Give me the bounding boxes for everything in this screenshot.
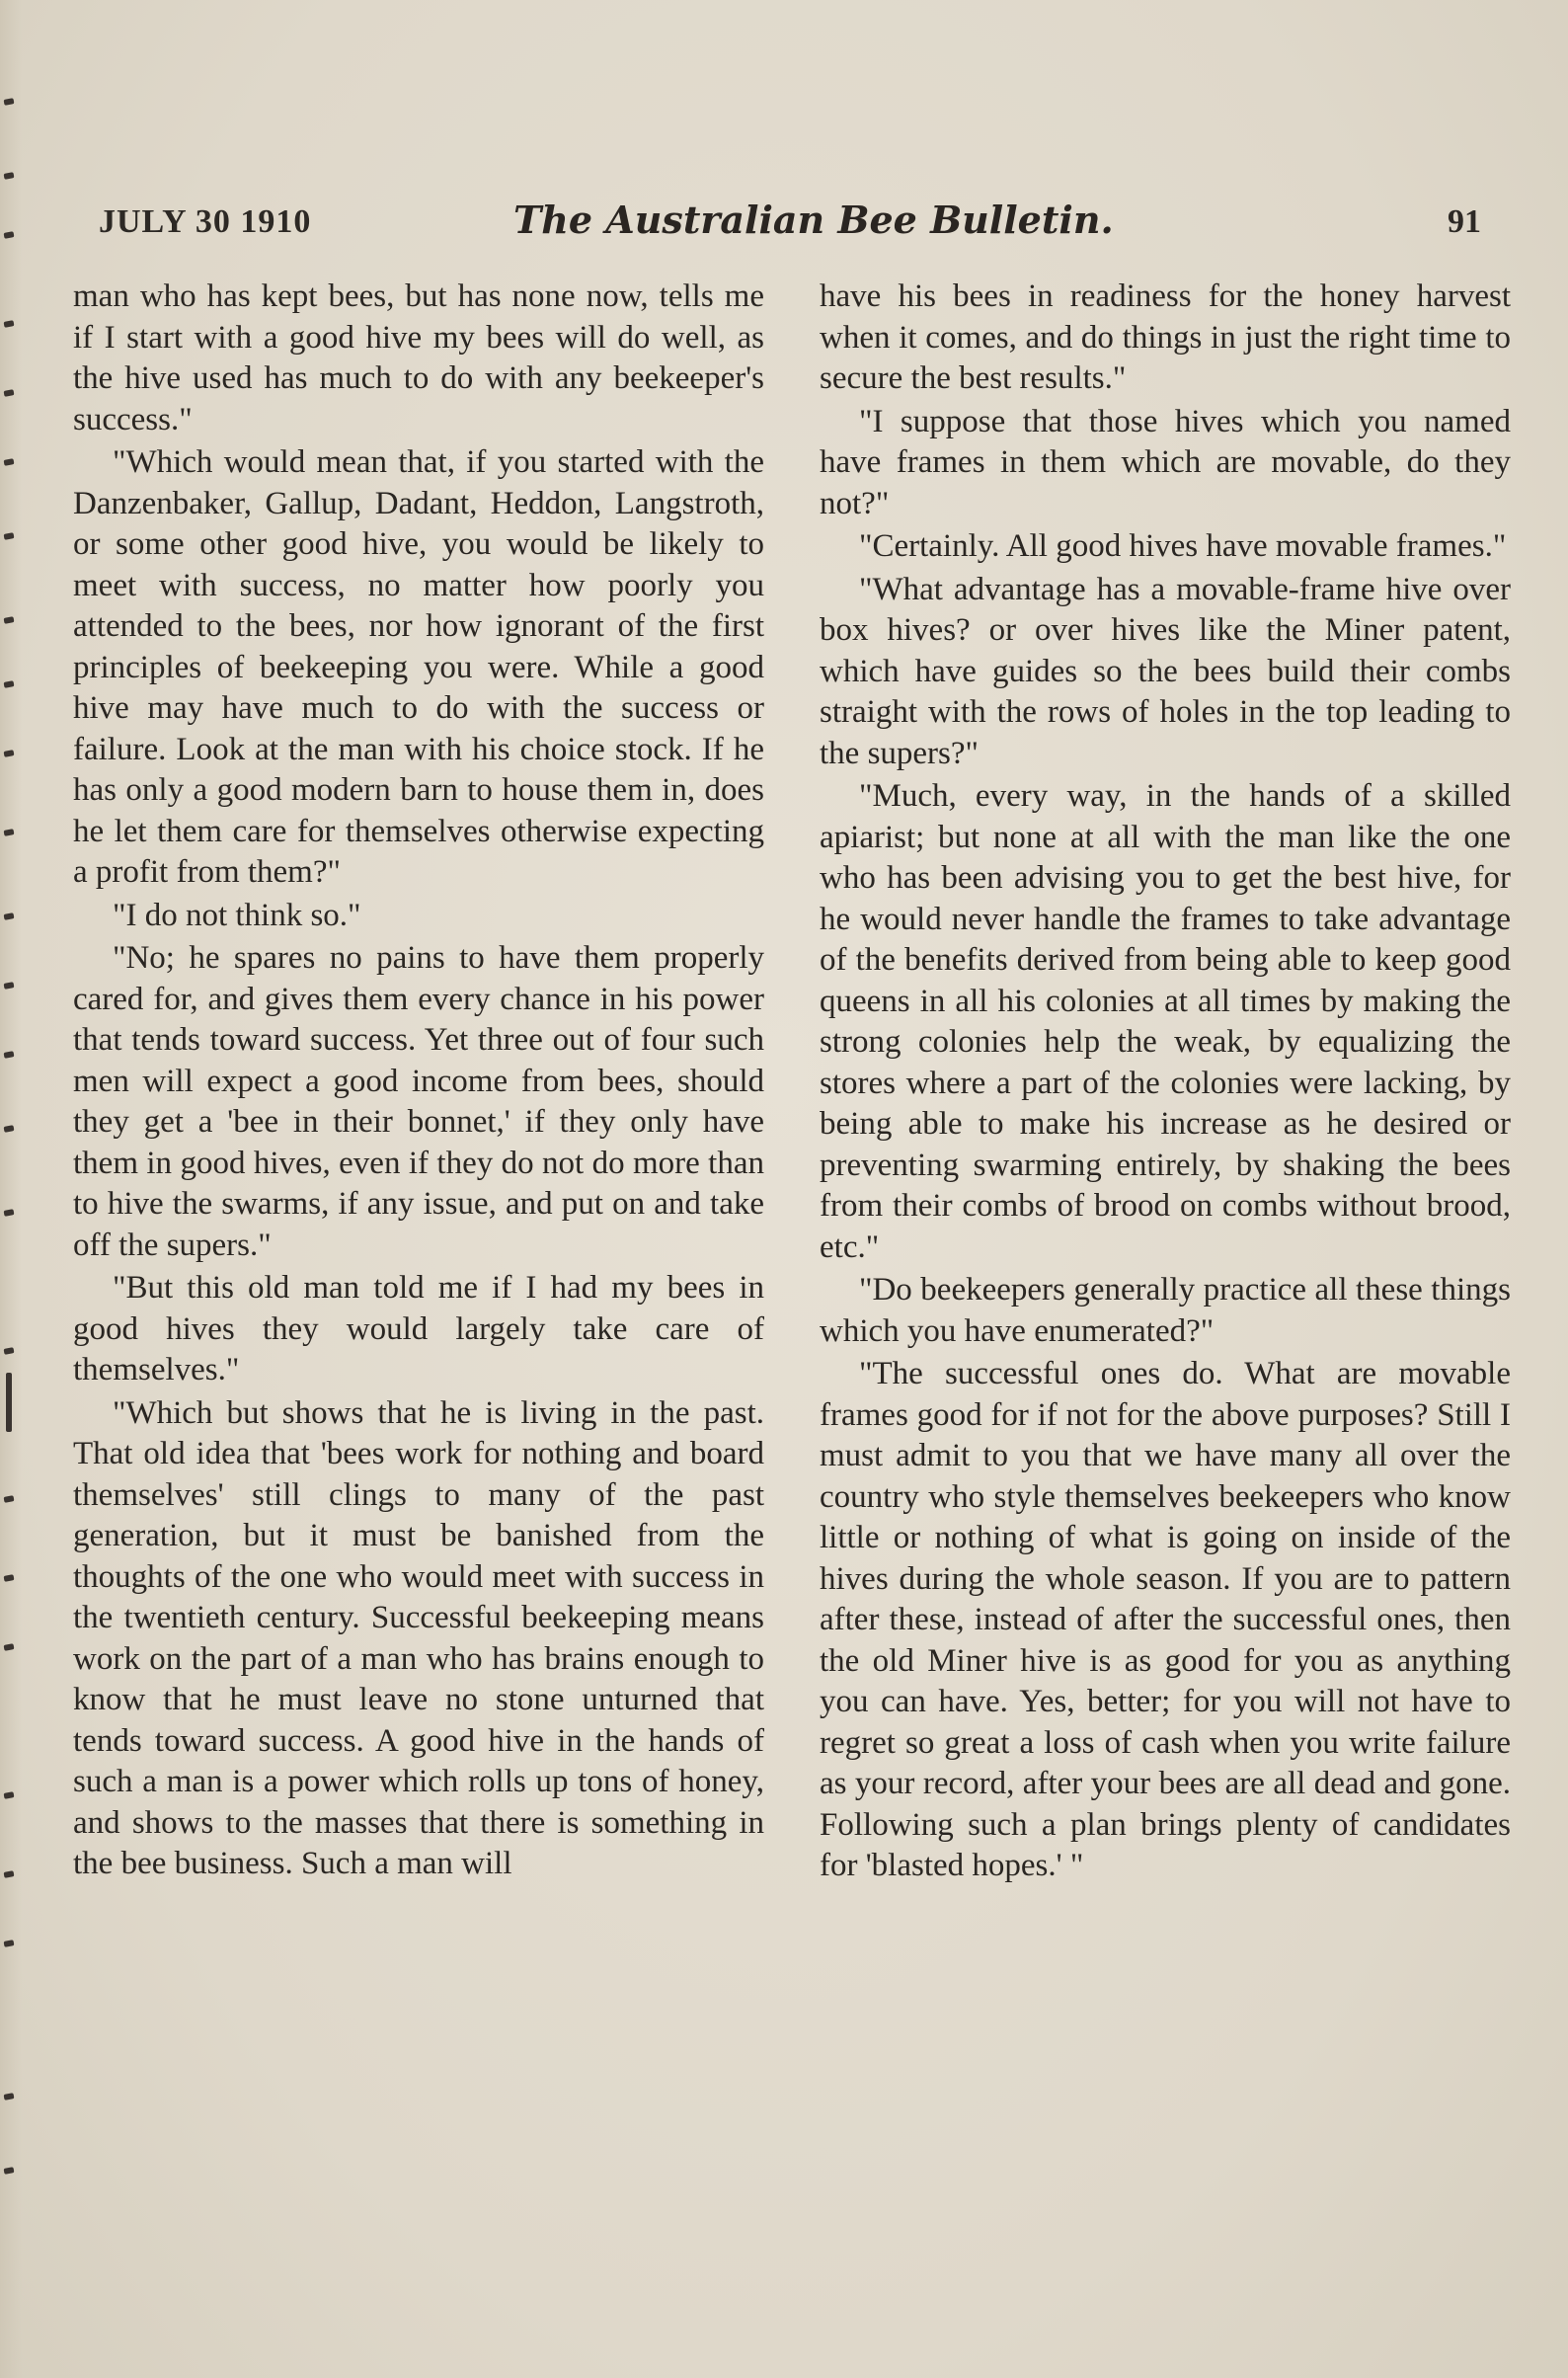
paragraph: "Which but shows that he is living in the past. That old idea that 'bees work for nothing and board themselves' still clings to many of the past generation, but it must be banished from the thoughts of the one who would meet with success in the twentieth century. Successful beekeeping means work on the part of a man who has brains enough to know that he must leave no stone unturned that tends toward success. A good hive in the hands of such a man is a power which rolls up tons of honey, and shows to the masses that there is something in the bee business. Such a man will (73, 1394, 764, 1881)
stitch-mark (4, 1574, 15, 1582)
paragraph: "But this old man told me if I had my bees in good hives they would largely take care of themselves." (73, 1270, 764, 1387)
running-header (99, 198, 1481, 257)
stitch-mark (4, 1125, 15, 1133)
issue-date: JULY 30 1910 (99, 203, 312, 240)
right-column (820, 277, 1511, 1887)
stitch-mark (4, 1940, 15, 1947)
paragraph: "I suppose that those hives which you named have frames in them which are movable, do they not?" (820, 403, 1511, 521)
stitch-mark (6, 1373, 12, 1432)
stitch-mark (4, 231, 15, 239)
paragraph: "Certainly. All good hives have movable frames." (859, 528, 1507, 564)
stitch-mark (4, 680, 15, 688)
stitch-mark (4, 172, 15, 180)
stitch-mark (4, 982, 15, 990)
stitch-mark (4, 1495, 15, 1503)
paragraph: have his bees in readiness for the honey harvest when it comes, and do things in just the right time to secure the best results." (820, 278, 1511, 396)
stitch-mark (4, 2093, 15, 2101)
paragraph: man who has kept bees, but has none now, tells me if I start with a good hive my bees will do well, as the hive used has much to do with any beekeeper's success." (73, 278, 764, 437)
stitch-mark (4, 1643, 15, 1651)
paragraph: "Much, every way, in the hands of a skilled apiarist; but none at all with the man like the one who has been advising you to get the best hive, for he would never handle the frames to take advantage of the benefits derived from being able to keep good queens in all his colonies at all times by making the strong colonies help the weak, by equalizing the stores where a part of the colonies were lacking, by being able to make his increase as he desired or preventing swarming entirely, by shaking the bees from their combs of brood on combs without brood, etc." (820, 778, 1511, 1265)
stitch-mark (4, 98, 15, 106)
page-number: 91 (1448, 203, 1481, 240)
paragraph: "I do not think so." (113, 897, 361, 933)
paragraph: "The successful ones do. What are movable frames good for if not for the above purposes? Still I must admit to you that we have many all over the country who style themselves beekeepers who know little or nothing of what is going on inside of the hives during the whole season. If you are to pattern after these, instead of after the successful ones, then the old Miner hive is as good for you as anything you can have. Yes, better; for you will not have to regret so great a loss of cash when you write failure as your record, after your bees are all dead and gone. Following such a plan brings plenty of candidates for 'blasted hopes.' " (820, 1356, 1511, 1883)
stitch-mark (4, 829, 15, 836)
stitch-mark (4, 389, 15, 397)
paragraph: "What advantage has a movable-frame hive over box hives? or over hives like the Miner patent, which have guides so the bees build their combs straight with the rows of holes in the top leading to the supers?" (820, 571, 1511, 771)
stitch-mark (4, 1209, 15, 1217)
stitch-mark (4, 320, 15, 328)
binding-edge (0, 0, 22, 2378)
stitch-mark (4, 912, 15, 920)
stitch-mark (4, 532, 15, 540)
stitch-mark (4, 458, 15, 466)
stitch-mark (4, 1051, 15, 1059)
publication-title: The Australian Bee Bulletin. (513, 198, 1114, 242)
stitch-mark (4, 1870, 15, 1878)
stitch-mark (4, 616, 15, 624)
stitch-mark (4, 1791, 15, 1799)
paragraph: "Do beekeepers generally practice all these things which you have enumerated?" (820, 1272, 1511, 1349)
paragraph: "Which would mean that, if you started with the Danzenbaker, Gallup, Dadant, Heddon, Langstroth, or some other good hive, you would be likely to meet with success, no matter how poorly you attended to the bees, nor how ignorant of the first principles of beekeeping you were. While a good hive may have much to do with the success or failure. Look at the man with his choice stock. If he has only a good modern barn to house them in, does he let them care for themselves otherwise expecting a profit from them?" (73, 444, 764, 890)
left-column (73, 277, 764, 1885)
stitch-mark (4, 2167, 15, 2175)
paragraph: "No; he spares no pains to have them properly cared for, and gives them every chance in his power that tends toward success. Yet three out of four such men will expect a good income from bees, should they get a 'bee in their bonnet,' if they only have them in good hives, even if they do not do more than to hive the swarms, if any issue, and put on and take off the supers." (73, 940, 764, 1263)
stitch-mark (4, 750, 15, 757)
stitch-mark (4, 1347, 15, 1355)
